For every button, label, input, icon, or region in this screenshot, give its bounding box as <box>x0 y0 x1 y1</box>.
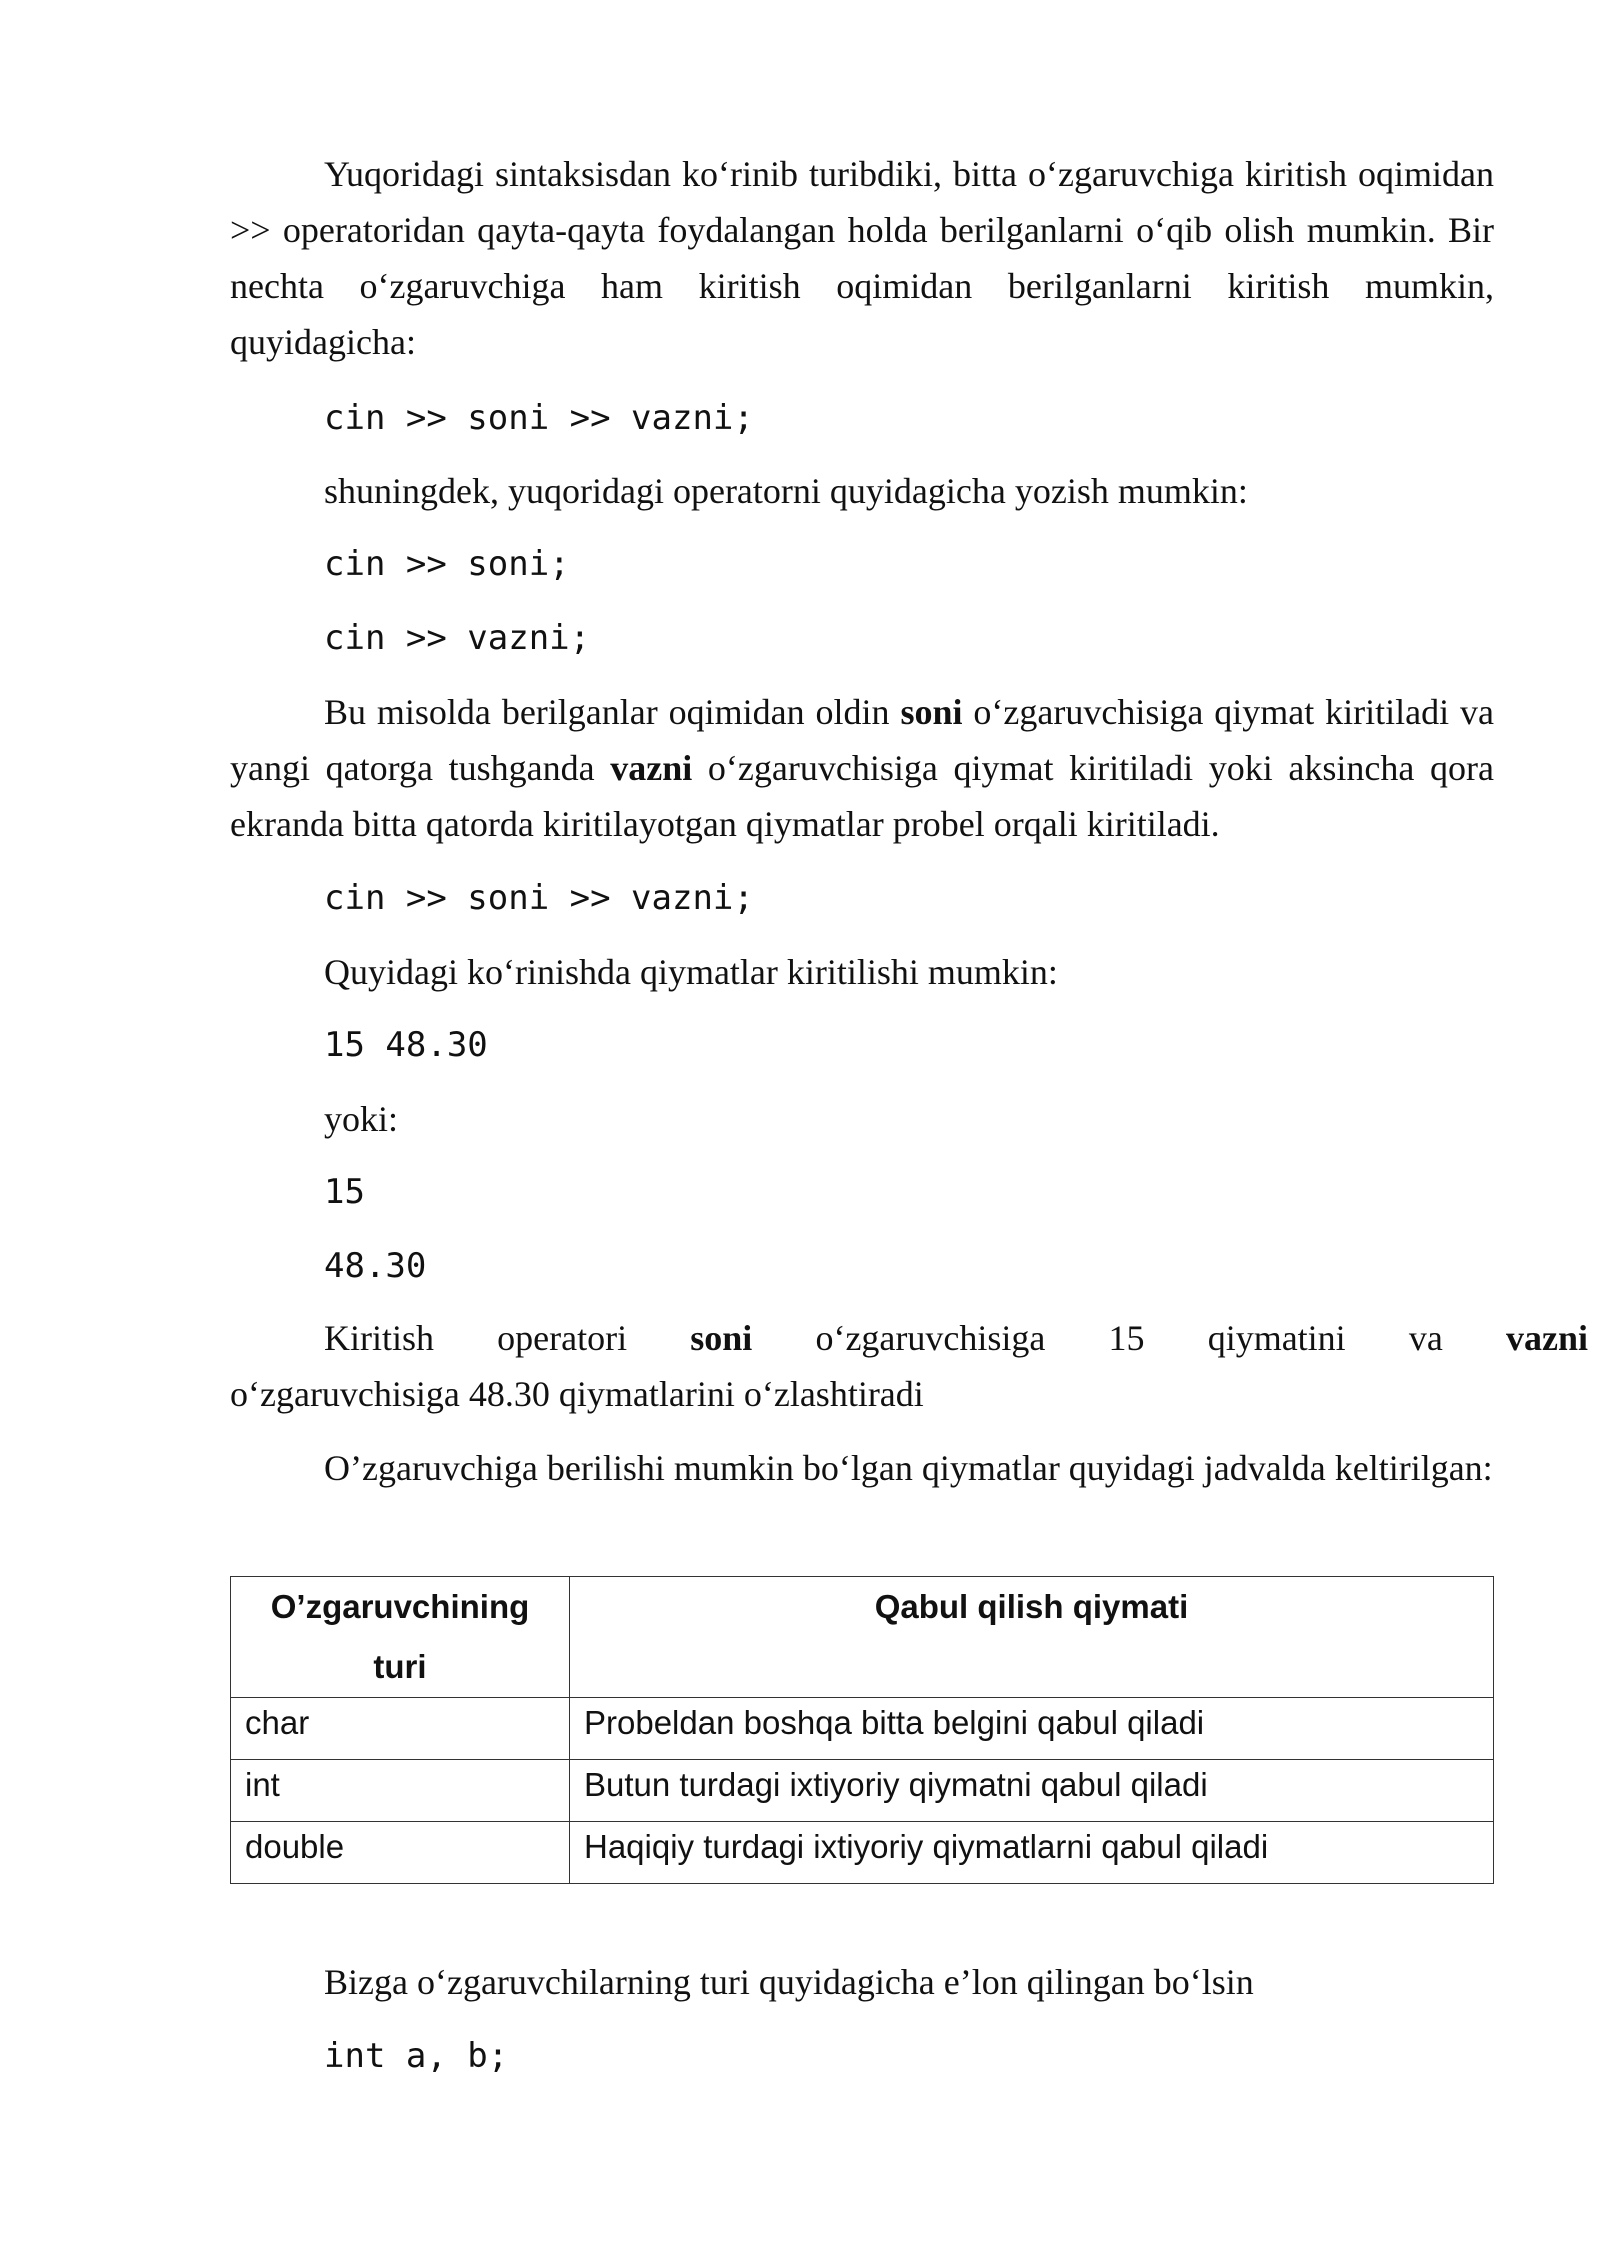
code-line-3: cin >> vazni; <box>324 618 591 658</box>
paragraph-example <box>230 684 1494 852</box>
keyword-soni-2: soni <box>690 1318 753 1358</box>
word-kiritish: Kiritish <box>324 1318 435 1358</box>
text-line-declaration: Bizga o‘zgaruvchilarning turi quyidagicha e’lon qilingan bo‘lsin <box>324 1962 1254 2002</box>
table-header-type: O’zgaruvchining turi <box>231 1577 570 1698</box>
word-qiymatini: qiymatini <box>1207 1318 1346 1358</box>
paragraph-assign-line-2: o‘zgaruvchisiga 48.30 qiymatlarini o‘zlashtiradi <box>230 1374 924 1414</box>
word-15: 15 <box>1108 1318 1145 1358</box>
table-header-row <box>231 1577 1494 1698</box>
keyword-vazni: vazni <box>610 748 693 788</box>
table-cell-type: double <box>231 1822 570 1884</box>
code-line-2: cin >> soni; <box>324 544 570 584</box>
types-table <box>230 1576 1494 1884</box>
paragraph-assign-line-1 <box>230 1310 1588 1366</box>
paragraph-example-part-c: o‘zgaruvchisiga qiymat kiritiladi va yangi qatorga tushganda <box>230 692 1494 788</box>
table-cell-type: char <box>231 1698 570 1760</box>
code-line-5: 15 48.30 <box>324 1025 488 1065</box>
table-cell-description: Butun turdagi ixtiyoriy qiymatni qabul qiladi <box>570 1760 1494 1822</box>
word-va: va <box>1408 1318 1443 1358</box>
table-row <box>231 1822 1494 1884</box>
table-cell-type: int <box>231 1760 570 1822</box>
paragraph-intro: Yuqoridagi sintaksisdan ko‘rinib turibdiki, bitta o‘zgaruvchiga kiritish oqimidan >> operatoridan qayta-qayta foydalangan holda berilganlarni o‘qib olish mumkin. Bir nechta o‘zgaruvchiga ham kiritish oqimidan berilganlarni kiritish mumkin, quyidagicha: <box>230 154 1494 362</box>
code-line-8: int a, b; <box>324 2036 509 2076</box>
code-line-1: cin >> soni >> vazni; <box>324 398 754 438</box>
word-operatori: operatori <box>497 1318 628 1358</box>
code-line-7: 48.30 <box>324 1246 427 1286</box>
word-ozgaruvchisiga: o‘zgaruvchisiga <box>815 1318 1046 1358</box>
text-line-yoki: yoki: <box>324 1099 399 1139</box>
table-cell-description: Probeldan boshqa bitta belgini qabul qiladi <box>570 1698 1494 1760</box>
paragraph-example-part-e: o‘zgaruvchisiga qiymat kiritiladi yoki aksincha qora ekranda bitta qatorda kiritilayotgan qiymatlar probel orqali kiritiladi. <box>230 748 1494 844</box>
keyword-soni: soni <box>900 692 963 732</box>
code-line-4: cin >> soni >> vazni; <box>324 878 754 918</box>
table-row <box>231 1760 1494 1822</box>
text-line-shuningdek: shuningdek, yuqoridagi operatorni quyidagicha yozish mumkin: <box>324 471 1248 511</box>
table-header-value: Qabul qilish qiymati <box>570 1577 1494 1698</box>
keyword-vazni-2: vazni <box>1505 1318 1588 1358</box>
table-row <box>231 1698 1494 1760</box>
paragraph-example-part-a: Bu misolda berilganlar oqimidan oldin <box>324 692 901 732</box>
table-cell-description: Haqiqiy turdagi ixtiyoriy qiymatlarni qabul qiladi <box>570 1822 1494 1884</box>
text-line-quyidagi: Quyidagi ko‘rinishda qiymatlar kiritilishi mumkin: <box>324 952 1058 992</box>
code-line-6: 15 <box>324 1172 365 1212</box>
paragraph-table-intro: O’zgaruvchiga berilishi mumkin bo‘lgan qiymatlar quyidagi jadvalda keltirilgan: <box>324 1448 1493 1488</box>
